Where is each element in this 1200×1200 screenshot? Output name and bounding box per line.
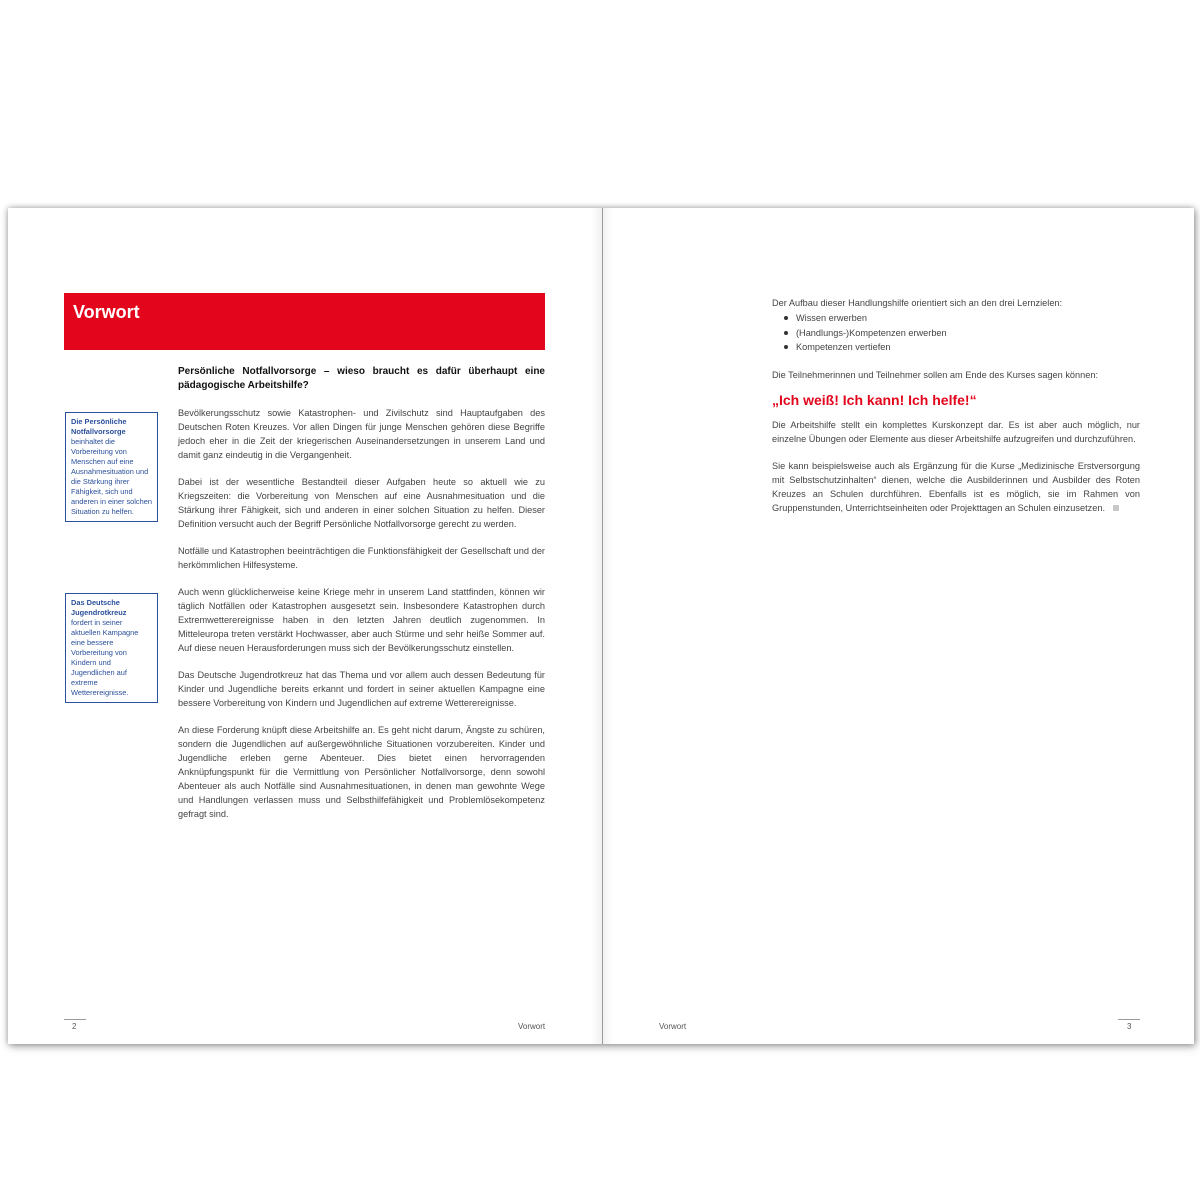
paragraph: Die Arbeitshilfe stellt ein komplettes Kurskonzept dar. Es ist aber auch möglich, nur einzelne Übungen oder Elemente aus dieser Arbeitshilfe aufzugreifen und durchzuführen. [772,419,1140,444]
paragraph: Notfälle und Katastrophen beeinträchtigen die Funktionsfähigkeit der Gesellschaft und der herkömmlichen Hilfesysteme. [178,546,545,570]
end-of-section-marker [1113,505,1119,511]
paragraph: An diese Forderung knüpft diese Arbeitshilfe an. Es geht nicht darum, Ängste zu schüren, sondern die Jugendlichen auf außergewöhnliche Situationen vorzubereiten. Kinder und Jugendliche erleben gerne Abenteuer. Dies bietet einen hervorragenden Anknüpfungspunkt für die Vermittlung von Persönlicher Notfallvorsorge, denn sowohl Abenteuer als auch Notfälle sind Ausnahmesituationen, in denen man gewohnte Wege und Handlungen verlassen muss und Selbsthilfefähigkeit und Problemlösekompetenz gefragt sind. [178,725,545,819]
sidebox-title: Die Persönliche Notfallvorsorge [71,417,127,436]
footer-rule-left [64,1019,86,1020]
motto-quote: „Ich weiß! Ich kann! Ich helfe!“ [772,391,977,408]
section-title-banner [64,293,545,350]
page-fold-line [602,208,603,1044]
left-body-text [178,406,545,834]
page-number-left: 2 [72,1022,77,1031]
list-item: Kompetenzen vertiefen [783,340,1140,355]
page-number-right: 3 [1127,1022,1132,1031]
document-spread [8,208,1194,1044]
paragraph: Das Deutsche Jugendrotkreuz hat das Thema und vor allem auch dessen Bedeutung für Kinder und Jugendliche bereits erkannt und fordert in seiner aktuellen Kampagne eine bessere Vorbereitung von Kindern und Jugendlichen auf extreme Wetterereignisse. [178,670,545,708]
intro-text: Der Aufbau dieser Handlungshilfe orientiert sich an den drei Lernzielen: [772,298,1063,308]
list-item: Wissen erwerben [783,311,1140,326]
lead-question: Persönliche Notfallvorsorge – wieso braucht es dafür überhaupt eine pädagogische Arbeitshilfe? [178,366,545,391]
paragraph: Dabei ist der wesentliche Bestandteil dieser Aufgaben heute so aktuell wie zu Kriegszeiten: die Vorbereitung von Menschen auf eine Ausnahmesituation und die Stärkung ihrer Fähigkeit, sich und anderen in einer solchen Situation zu helfen. Dieser Definition versucht auch der Begriff Persönliche Notfallvorsorge gerecht zu werden. [178,477,545,529]
section-title: Vorwort [73,302,140,322]
list-item: (Handlungs-)Kompetenzen erwerben [783,326,1140,341]
participants-text: Die Teilnehmerinnen und Teilnehmer sollen am Ende des Kurses sagen können: [772,369,1099,380]
footer-label-right: Vorwort [659,1022,687,1031]
sidebox-title: Das Deutsche Jugendrotkreuz [71,598,127,617]
paragraph: Bevölkerungsschutz sowie Katastrophen- und Zivilschutz sind Hauptaufgaben des Deutschen Roten Kreuzes. Vor allen Dingen für junge Menschen gehören diese Begriffe jedoch eher in die Zeit der kriegerischen Auseinandersetzungen in unserem Land und damit ganz eindeutig in die Vergangenheit. [178,408,545,460]
learning-goals-list [772,311,1140,355]
sidebox-text: fordert in seiner aktuellen Kampagne eine bessere Vorbereitung von Kindern und Jugendlichen auf extreme Wetterereignisse. [71,618,139,697]
sidebox-jugendrotkreuz [65,593,158,703]
sidebox-text: beinhaltet die Vorbereitung von Menschen auf eine Ausnahmesituation und die Stärkung ihrer Fähigkeit, sich und anderen in einer solchen Situation zu helfen. [71,437,152,516]
sidebox-notfallvorsorge [65,412,158,522]
paragraph-text: Sie kann beispielsweise auch als Ergänzung für die Kurse „Medizinische Erstversorgung mit Selbstschutzinhalten“ dienen, welche die Ausbilderinnen und Ausbilder des Roten Kreuzes an Schulen durchführen. Ebenfalls ist es möglich, sie im Rahmen von Gruppenstunden, Unterrichtseinheiten oder Projekttagen an Schulen einzusetzen. [772,460,1140,513]
footer-rule-right [1118,1019,1140,1020]
paragraph: Auch wenn glücklicherweise keine Kriege mehr in unserem Land stattfinden, können wir täglich Notfällen oder Katastrophen ausgesetzt sein. Insbesondere Katastrophen durch Extremwetterereignisse haben in den letzten Jahren deutlich zugenommen. In Mitteleuropa treten verstärkt Hochwasser, aber auch Stürme und sehr heiße Sommer auf. Auf diese neuen Herausforderungen muss sich der Bevölkerungsschutz einstellen. [178,587,545,653]
footer-label-left: Vorwort [518,1022,546,1031]
right-body-text [772,296,1140,515]
paragraph [772,459,1140,515]
